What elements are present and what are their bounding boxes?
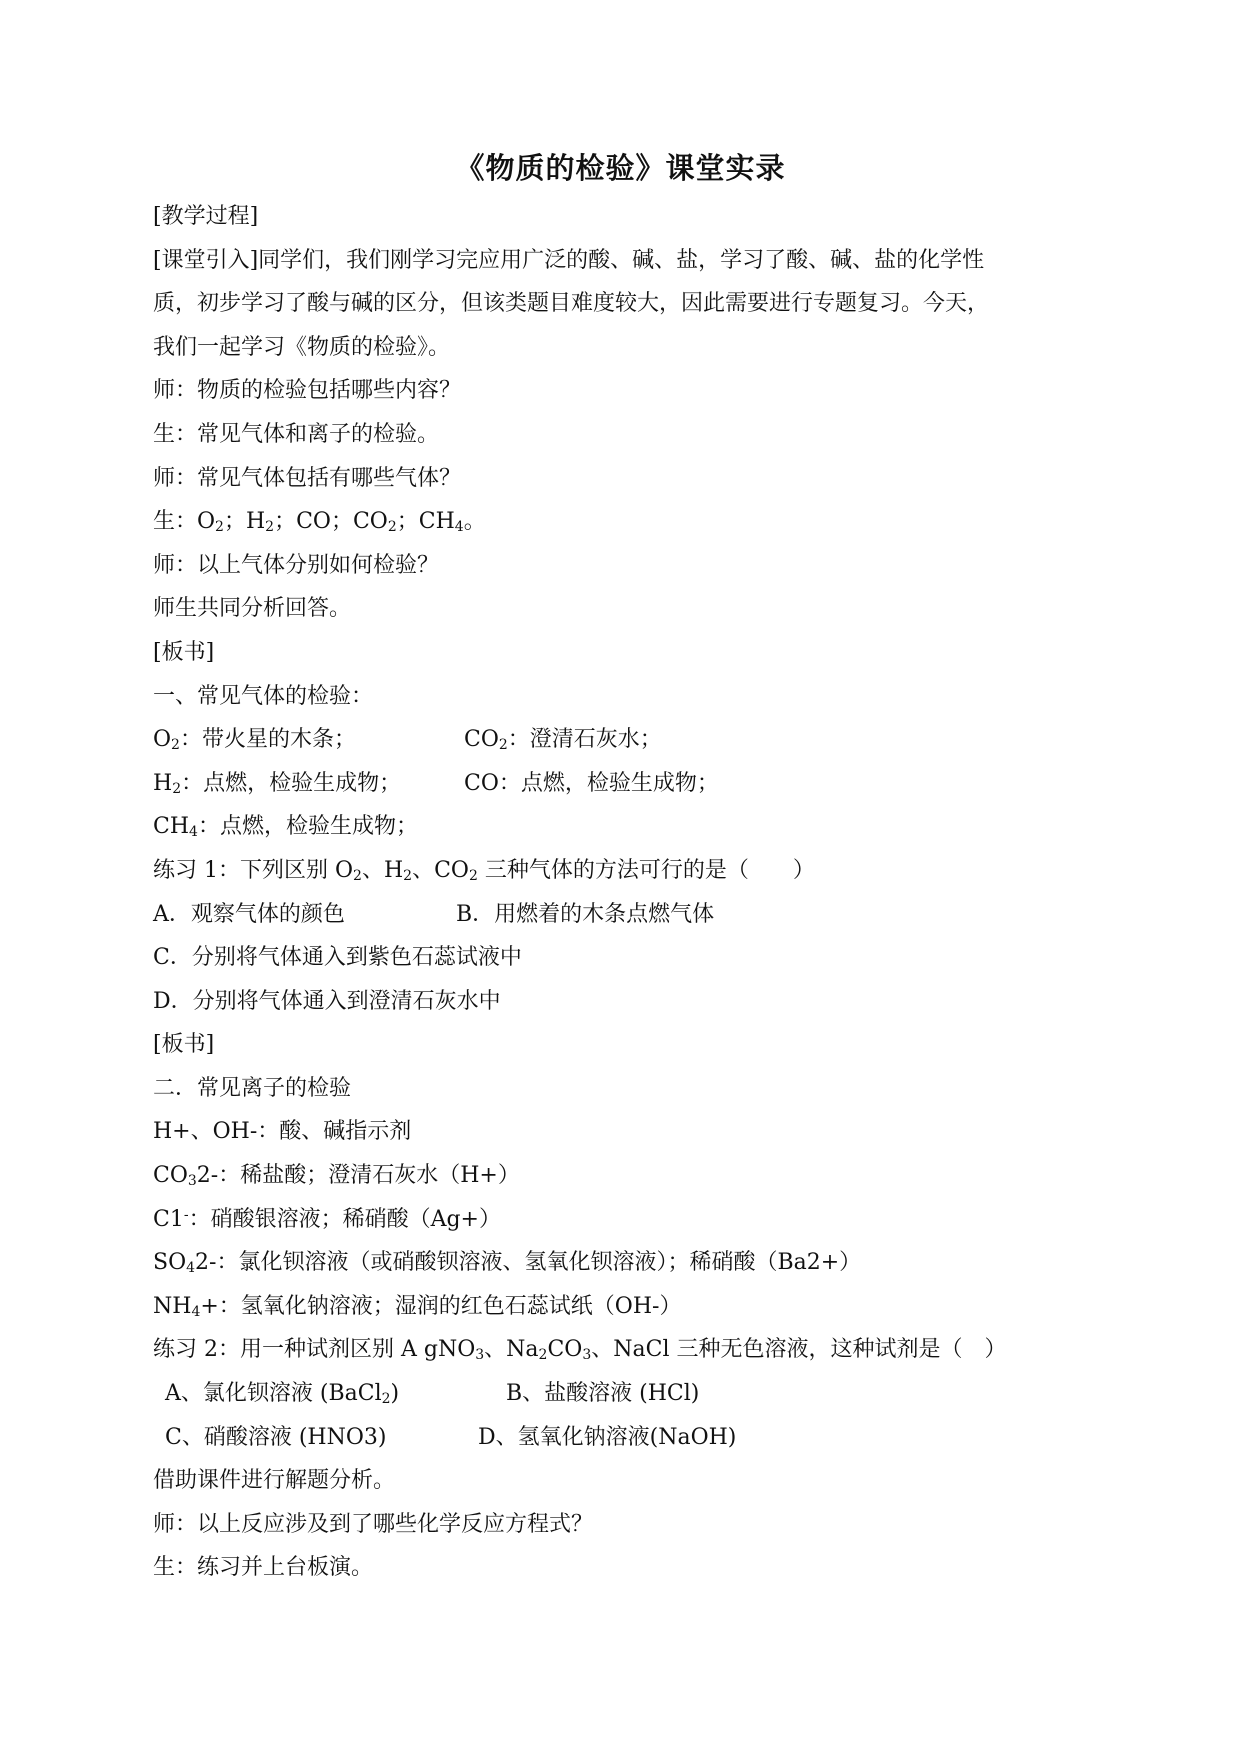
- text-run: 。: [463, 509, 486, 535]
- superscript: -: [183, 1206, 189, 1223]
- subscript: 2: [172, 780, 182, 797]
- option-b: B、盐酸溶液 (HCl): [506, 1381, 700, 1407]
- text-run: O: [153, 727, 172, 753]
- second-column: [464, 718, 662, 762]
- text-run: 、NaCl 三种无色溶液，这种试剂是（ ）: [591, 1337, 1007, 1363]
- subscript: 2: [171, 737, 180, 754]
- gas-test-row: [153, 762, 1093, 806]
- paragraph: [板书]: [153, 639, 215, 665]
- text-run: ；CH: [396, 509, 455, 535]
- option-a: A．观察气体的颜色: [153, 901, 345, 927]
- paragraph: 质，初步学习了酸与碱的区分，但该类题目难度较大，因此需要进行专题复习。今天，: [153, 291, 990, 317]
- paragraph: 师：物质的检验包括哪些内容？: [153, 378, 462, 404]
- subscript: 2: [498, 737, 508, 754]
- text-run: 2-：稀盐酸；澄清石灰水（H+）: [196, 1163, 520, 1189]
- ion-test-row: H+、OH-：酸、碱指示剂: [153, 1119, 412, 1145]
- option-a: [165, 1381, 399, 1406]
- text-run: NH: [153, 1293, 192, 1319]
- paragraph: 生：练习并上台板演。: [153, 1555, 374, 1581]
- text-run: 生：O: [153, 509, 216, 535]
- text-run: 、CO: [412, 857, 469, 883]
- paragraph: 师生共同分析回答。: [153, 596, 352, 622]
- text-run: 、H: [361, 857, 404, 883]
- option-d: D、氢氧化钠溶液(NaOH): [478, 1424, 737, 1450]
- option-c: C．分别将气体通入到紫色石蕊试液中: [153, 945, 522, 971]
- text-run: 三种气体的方法可行的是（ ）: [477, 857, 815, 883]
- text-run: SO: [153, 1250, 187, 1276]
- ion-test-row: [153, 1198, 1093, 1242]
- exercise-question: [153, 1328, 1093, 1372]
- document-body: [153, 195, 1093, 1590]
- text-run: +：氢氧化钠溶液；湿润的红色石蕊试纸（OH-）: [200, 1293, 682, 1319]
- text-run: CO: [547, 1337, 583, 1363]
- option-c: C、硝酸溶液 (HNO3): [165, 1424, 387, 1450]
- gas-test-row: [153, 718, 1093, 762]
- subscript: 2: [468, 867, 478, 884]
- option-d: D．分别将气体通入到澄清石灰水中: [153, 988, 501, 1014]
- gas-list: [153, 500, 1093, 544]
- subscript: 2: [403, 867, 413, 884]
- ion-test-row: [153, 1285, 1093, 1329]
- subscript: 4: [191, 1303, 201, 1320]
- option-b: B．用燃着的木条点燃气体: [456, 901, 715, 927]
- subscript: 3: [187, 1173, 197, 1190]
- text-run: C1: [153, 1206, 184, 1232]
- subscript: 2: [265, 519, 275, 536]
- subscript: 2: [538, 1347, 548, 1364]
- text-run: ：带火星的木条；: [179, 727, 356, 753]
- text-run: ：点燃，检验生成物；: [197, 814, 418, 840]
- paragraph: 借助课件进行解题分析。: [153, 1468, 396, 1494]
- ion-test-row: [153, 1241, 1093, 1285]
- text-run: ：硝酸银溶液；稀硝酸（Ag+）: [188, 1206, 501, 1232]
- second-column: CO：点燃，检验生成物；: [464, 770, 719, 796]
- paragraph: 师：以上气体分别如何检验？: [153, 552, 440, 578]
- subscript: 4: [186, 1260, 196, 1277]
- document-title: 《物质的检验》课堂实录: [455, 151, 786, 185]
- text-run: 练习 2：用一种试剂区别 A gNO: [153, 1337, 476, 1363]
- paragraph: 生：常见气体和离子的检验。: [153, 421, 440, 447]
- subscript: 2: [381, 1391, 391, 1408]
- subscript: 4: [189, 824, 198, 841]
- subscript: 2: [353, 867, 362, 884]
- gas-test-row: [153, 805, 1093, 849]
- text-run: CO: [153, 1163, 188, 1189]
- text-run: ；CO；CO: [274, 509, 388, 535]
- subscript: 2: [215, 519, 224, 536]
- paragraph: [板书]: [153, 1032, 215, 1058]
- text-run: A、氯化钡溶液 (BaCl: [165, 1381, 382, 1407]
- section-heading: 二．常见离子的检验: [153, 1075, 352, 1101]
- subscript: 3: [475, 1347, 485, 1364]
- text-run: ：澄清石灰水；: [507, 727, 662, 753]
- paragraph: [教学过程]: [153, 204, 259, 229]
- subscript: 2: [387, 519, 397, 536]
- paragraph: 师：常见气体包括有哪些气体？: [153, 465, 462, 491]
- text-run: 、Na: [484, 1337, 539, 1363]
- text-run: CO: [464, 727, 499, 753]
- text-run: H: [153, 770, 173, 796]
- text-run: ): [390, 1381, 400, 1407]
- paragraph: 我们一起学习《物质的检验》。: [153, 334, 451, 360]
- section-heading: 一、常见气体的检验：: [153, 683, 374, 709]
- subscript: 4: [454, 519, 464, 536]
- answer-options: [153, 1372, 1093, 1416]
- subscript: 3: [582, 1347, 592, 1364]
- text-run: ：点燃，检验生成物；: [181, 770, 402, 796]
- text-run: CH: [153, 814, 190, 840]
- answer-options: [153, 1416, 1093, 1460]
- exercise-question: [153, 849, 1093, 893]
- answer-options: [153, 893, 1093, 937]
- text-run: 练习 1：下列区别 O: [153, 857, 354, 883]
- ion-test-row: [153, 1154, 1093, 1198]
- text-run: ；H: [223, 509, 266, 535]
- paragraph: [课堂引入]同学们，我们刚学习完应用广泛的酸、碱、盐，学习了酸、碱、盐的化学性: [153, 247, 985, 273]
- paragraph: 师：以上反应涉及到了哪些化学反应方程式？: [153, 1511, 594, 1537]
- text-run: 2-：氯化钡溶液（或硝酸钡溶液、氢氧化钡溶液）；稀硝酸（Ba2+）: [195, 1250, 862, 1276]
